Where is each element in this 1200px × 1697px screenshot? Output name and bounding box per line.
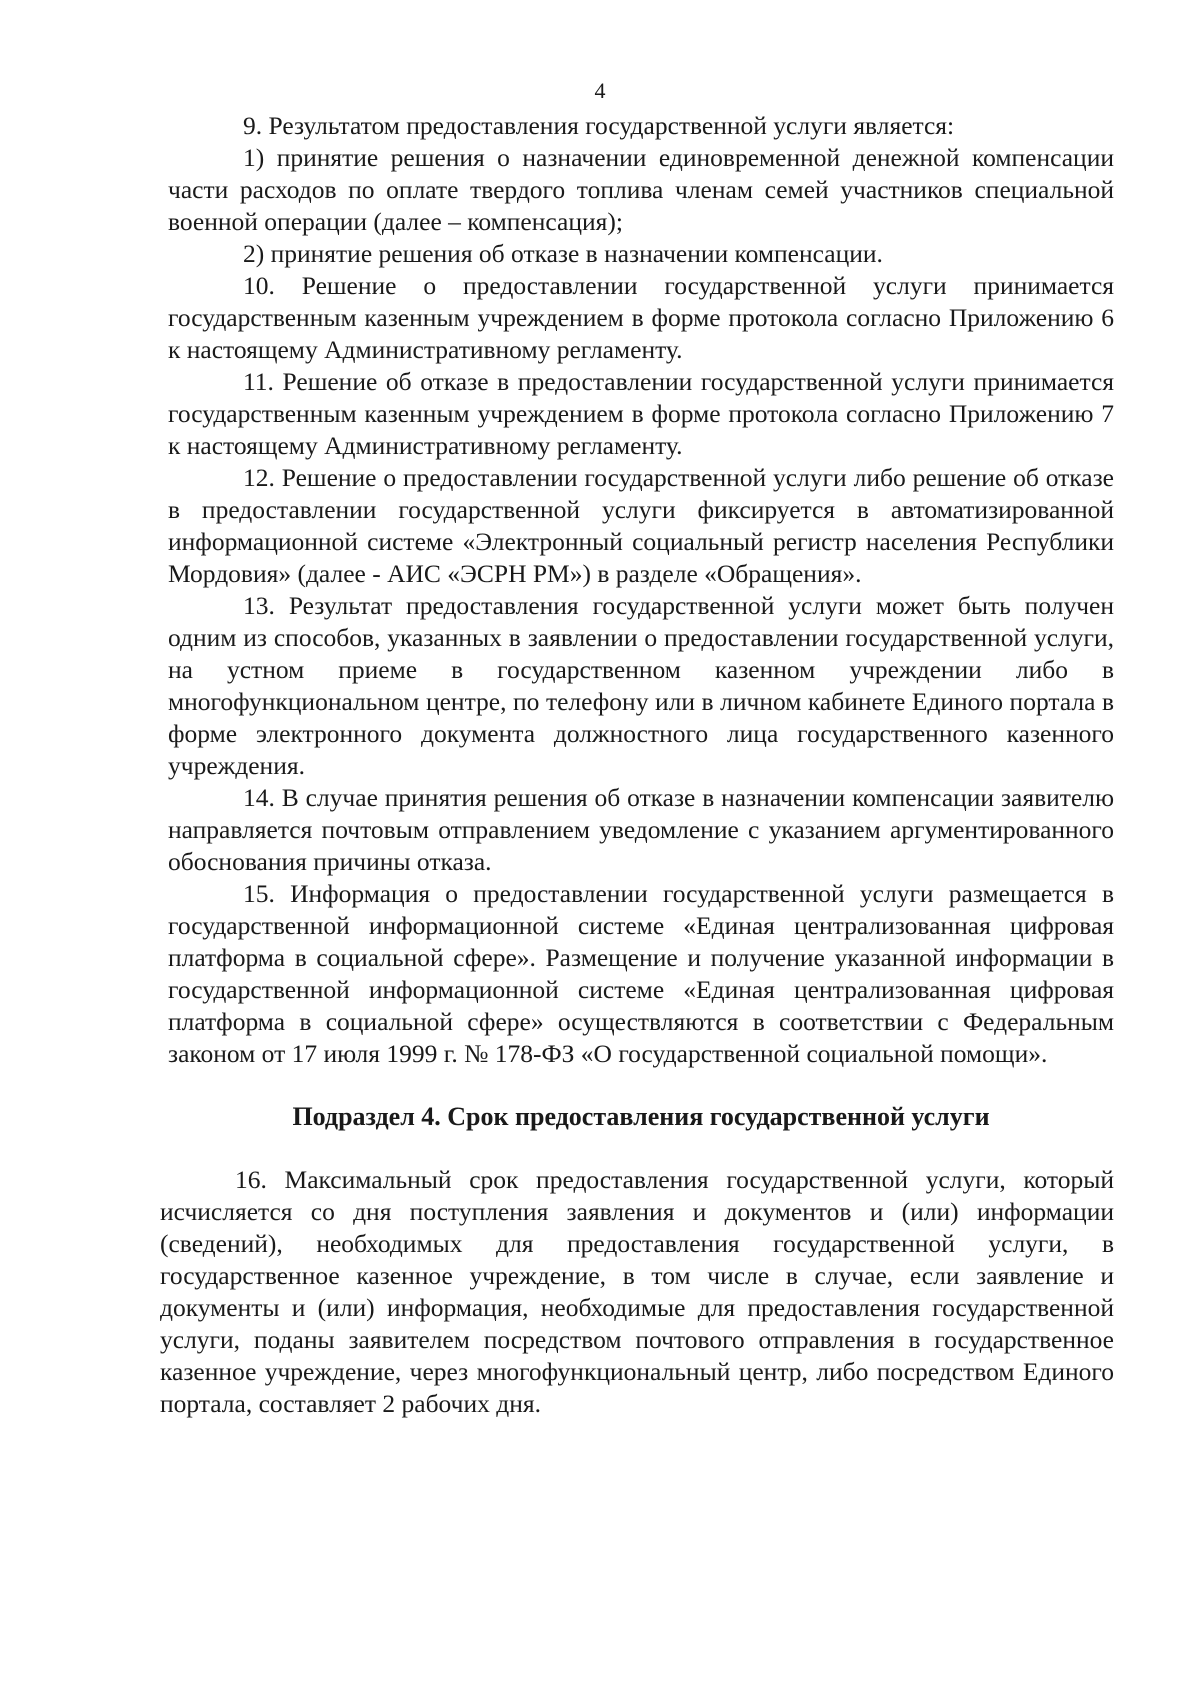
paragraph-16: 16. Максимальный срок предоставления государственной услуги, который исчисляется со дня поступления заявления и документов и (или) информации (сведений), необходимых для предоставления государственной услуги, в государственное казенное учреждение, в том числе в случае, если заявление и документы и (или) информация, необходимые для предоставления государственной услуги, поданы заявителем посредством почтового отправления в государственное казенное учреждение, через многофункциональный центр, либо посредством Единого портала, составляет 2 рабочих дня. xyxy=(160,1165,1114,1418)
paragraph-14: 14. В случае принятия решения об отказе в назначении компенсации заявителю направляется почтовым отправлением уведомление с указанием аргументированного обоснования причины отказа. xyxy=(168,783,1114,876)
paragraph-9: 9. Результатом предоставления государственной услуги является: xyxy=(243,111,955,140)
subsection-heading: Подраздел 4. Срок предоставления государственной услуги xyxy=(292,1102,990,1131)
paragraph-13: 13. Результат предоставления государственной услуги может быть получен одним из способов, указанных в заявлении о предоставлении государственной услуги, на устном приеме в государственном казенном учреждении либо в многофункциональном центре, по телефону или в личном кабинете Единого портала в форме электронного документа должностного лица государственного казенного учреждения. xyxy=(168,591,1114,780)
paragraph-9-item-1: 1) принятие решения о назначении единовременной денежной компенсации части расходов по оплате твердого топлива членам семей участников специальной военной операции (далее – компенсация); xyxy=(168,143,1114,236)
subsection-4-body xyxy=(160,1164,1114,1420)
document-body xyxy=(160,110,1114,1420)
paragraph-12: 12. Решение о предоставлении государственной услуги либо решение об отказе в предоставлении государственной услуги фиксируется в автоматизированной информационной системе «Электронный социальный регистр населения Республики Мордовия» (далее - АИС «ЭСРН РМ») в разделе «Обращения». xyxy=(168,463,1114,588)
paragraph-10: 10. Решение о предоставлении государственной услуги принимается государственным казенным учреждением в форме протокола согласно Приложению 6 к настоящему Административному регламенту. xyxy=(168,271,1114,364)
page-number: 4 xyxy=(594,78,606,103)
paragraph-15: 15. Информация о предоставлении государственной услуги размещается в государственной информационной системе «Единая централизованная цифровая платформа в социальной сфере». Размещение и получение указанной информации в государственной информационной системе «Единая централизованная цифровая платформа в социальной сфере» осуществляются в соответствии с Федеральным законом от 17 июля 1999 г. № 178-ФЗ «О государственной социальной помощи». xyxy=(168,879,1114,1068)
paragraph-11: 11. Решение об отказе в предоставлении государственной услуги принимается государственным казенным учреждением в форме протокола согласно Приложению 7 к настоящему Административному регламенту. xyxy=(168,367,1114,460)
paragraph-9-item-2: 2) принятие решения об отказе в назначении компенсации. xyxy=(243,239,883,268)
